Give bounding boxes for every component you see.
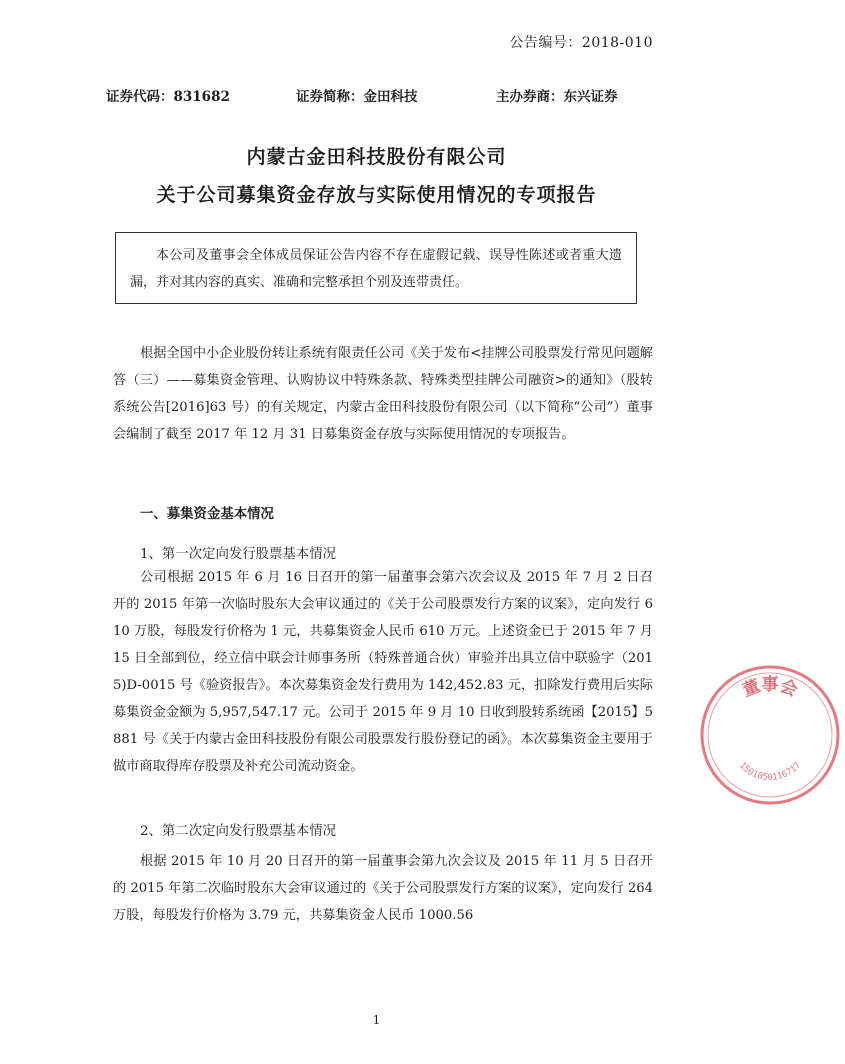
intro-paragraph: 根据全国中小企业股份转让系统有限责任公司《关于发布<挂牌公司股票发行常见问题解答（三）——募集资金管理、认购协议中特殊条款、特殊类型挂牌公司融资>的通知》（股转系统公告[2016]63 号）的有关规定，内蒙古金田科技股份有限公司（以下简称“公司”）董事会编制了截至 2017 年 12 月 31 日募集资金存放与实际使用情况的专项报告。 (113, 346, 653, 442)
subsection-paragraph-1: 公司根据 2015 年 6 月 16 日召开的第一届董事会第六次会议及 2015 年 7 月 2 日召开的 2015 年第一次临时股东大会审议通过的《关于公司股票发行方案的议案》，定向发行 610 万股，每股发行价格为 1 元，共募集资金人民币 610 万元。上述资金已于 2015 年 7 月 15 日全部到位，经立信中联会计师事务所（特殊普通合伙）审验并出具立信中联验字（2015)D-0015 号《验资报告》。本次募集资金发行费用为 142,452.83 元，扣除发行费用后实际募集资金金额为 5,957,547.17 元。公司于 2015 年 9 月 10 日收到股转系统函【2015】5881 号《关于内蒙古金田科技股份有限公司股票发行股份登记的函》。本次募集资金主要用于做市商取得库存股票及补充公司流动资金。 (113, 570, 653, 774)
page-number: 1 (372, 1013, 381, 1027)
announcement-number: 公告编号：2018-010 (509, 35, 653, 51)
seal-label: 董事会 (739, 675, 801, 701)
seal-code: 1501050116717 (736, 760, 804, 783)
sponsor-broker: 主办券商：东兴证券 (496, 89, 618, 105)
report-title: 关于公司募集资金存放与实际使用情况的专项报告 (156, 184, 597, 206)
subsection-paragraph-2: 根据 2015 年 10 月 20 日召开的第一届董事会第九次会议及 2015 年 11 月 5 日召开的 2015 年第二次临时股东大会审议通过的《关于公司股票发行方案的议案》，定向发行 264 万股，每股发行价格为 3.79 元，共募集资金人民币 1000.56 (113, 854, 653, 923)
svg-text:1501050116717 (737, 761, 803, 783)
subsection-heading-1: 1、第一次定向发行股票基本情况 (140, 547, 336, 562)
section-heading-1: 一、募集资金基本情况 (140, 506, 274, 522)
security-short-name: 证券简称：金田科技 (296, 89, 418, 105)
board-seal-stamp (695, 660, 845, 810)
subsection-heading-2: 2、第二次定向发行股票基本情况 (140, 824, 336, 839)
disclaimer-box: 本公司及董事会全体成员保证公告内容不存在虚假记载、误导性陈述或者重大遗漏，并对其内容的真实、准确和完整承担个别及连带责任。 (115, 232, 637, 304)
security-code: 证券代码：831682 (106, 89, 230, 105)
company-title: 内蒙古金田科技股份有限公司 (246, 146, 507, 168)
svg-text:董事会 (740, 674, 801, 701)
